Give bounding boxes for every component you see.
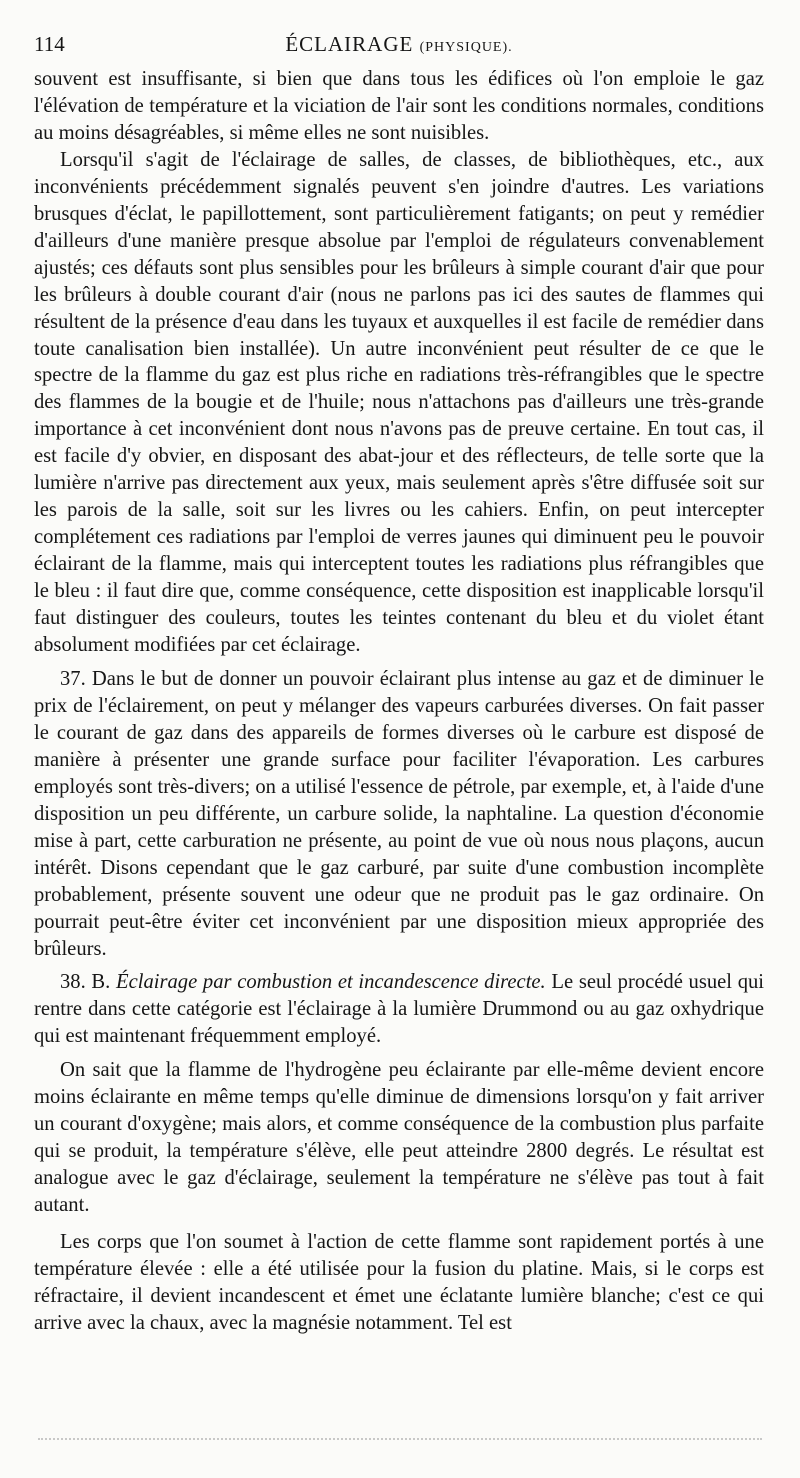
running-title-main: ÉCLAIRAGE	[285, 32, 414, 56]
section-heading: Éclairage par combustion et incandescence directe.	[116, 971, 546, 994]
paragraph-continuation: souvent est insuffisante, si bien que dans tous les édifices où l'on emploie le gaz l'élévation de température et la viciation de l'air sont les conditions normales, conditions au moins désagréables, si même elles ne sont nuisibles.	[34, 68, 764, 144]
page-number: 114	[34, 32, 65, 56]
section-number: 38. B.	[60, 971, 117, 994]
paragraph-refractory-bodies: Les corps que l'on soumet à l'action de cette flamme sont rapidement portés à une température élevée : elle a été utilisée pour la fusion du platine. Mais, si le corps est réfractaire, il devient incandescent et émet une éclatante lumière blanche; c'est ce qui arrive avec la chaux, avec la magnésie notamment. Tel est	[34, 1231, 764, 1334]
running-title-sub: (PHYSIQUE).	[419, 40, 513, 55]
footer-dotted-rule	[38, 1438, 762, 1440]
paragraph-hydrogen-flame: On sait que la flamme de l'hydrogène peu éclairante par elle-même devient encore moins éclairante en même temps qu'elle diminue de dimensions lorsqu'on y fait arriver un courant d'oxygène; mais alors, et comme conséquence de la combustion plus parfaite qui se produit, la température s'élève, elle peut atteindre 2800 degrés. Le résultat est analogue avec le gaz d'éclairage, seulement la température ne s'élève pas tout à fait autant.	[34, 1059, 764, 1217]
running-title	[34, 32, 764, 57]
paragraph-37-carburation: 37. Dans le but de donner un pouvoir éclairant plus intense au gaz et de diminuer le prix de l'éclairement, on peut y mélanger des vapeurs carburées diverses. On fait passer le courant de gaz dans des appareils de formes diverses où le carbure est disposé de manière à présenter une grande surface pour faciliter l'évaporation. Les carbures employés sont très-divers; on a utilisé l'essence de pétrole, par exemple, et, à l'aide d'une disposition un peu différente, un carbure solide, la naphtaline. La question d'économie mise à part, cette carburation ne présente, au point de vue où nous nous plaçons, aucun intérêt. Disons cependant que le gaz carburé, par suite d'une combustion incomplète probablement, présente souvent une odeur que ne produit pas le gaz ordinaire. On pourrait peut-être éviter cet inconvénient par une disposition mieux appropriée des brûleurs.	[34, 667, 764, 960]
paragraph-lighting-rooms: Lorsqu'il s'agit de l'éclairage de salles, de classes, de bibliothèques, etc., aux inconvénients précédemment signalés peuvent s'en joindre d'autres. Les variations brusques d'éclat, le papillottement, sont particulièrement fatigants; on peut y remédier d'ailleurs d'une manière presque absolue par l'emploi de régulateurs convenablement ajustés; ces défauts sont plus sensibles pour les brûleurs à simple courant d'air que pour les brûleurs à double courant d'air (nous ne parlons pas ici des sautes de flammes qui résultent de la présence d'eau dans les tuyaux et auxquelles il est facile de remédier dans toute canalisation bien installée). Un autre inconvénient peut résulter de ce que le spectre de la flamme du gaz est plus riche en radiations très-réfrangibles que le spectre des flammes de la bougie et de l'huile; nous n'attachons pas d'ailleurs une très-grande importance à cet inconvénient dont nous n'avons pas de preuve certaine. En tout cas, il est facile d'y obvier, en disposant des abat-jour et des réflecteurs, de telle sorte que la lumière n'arrive pas directement aux yeux, mais seulement après s'être diffusée soit sur les parois de la salle, soit sur les livres ou les cahiers. Enfin, on peut intercepter complétement ces radiations par l'emploi de verres jaunes qui diminuent peu le pouvoir éclairant de la flamme, mais qui interceptent toutes les radiations plus réfrangibles que le bleu : il faut dire que, comme conséquence, cette disposition est inapplicable lorsqu'il faut distinguer des couleurs, toutes les teintes contenant du bleu et du violet étant absolument modifiées par cet éclairage.	[34, 148, 764, 657]
section-text: Le seul procédé usuel qui rentre dans cette catégorie est l'éclairage à la lumière Drummond ou au gaz oxhydrique qui est maintenant fréquemment employé.	[34, 971, 765, 1048]
body-text	[34, 66, 764, 1337]
paragraph-38-drummond	[34, 969, 764, 1050]
running-header	[34, 32, 764, 62]
